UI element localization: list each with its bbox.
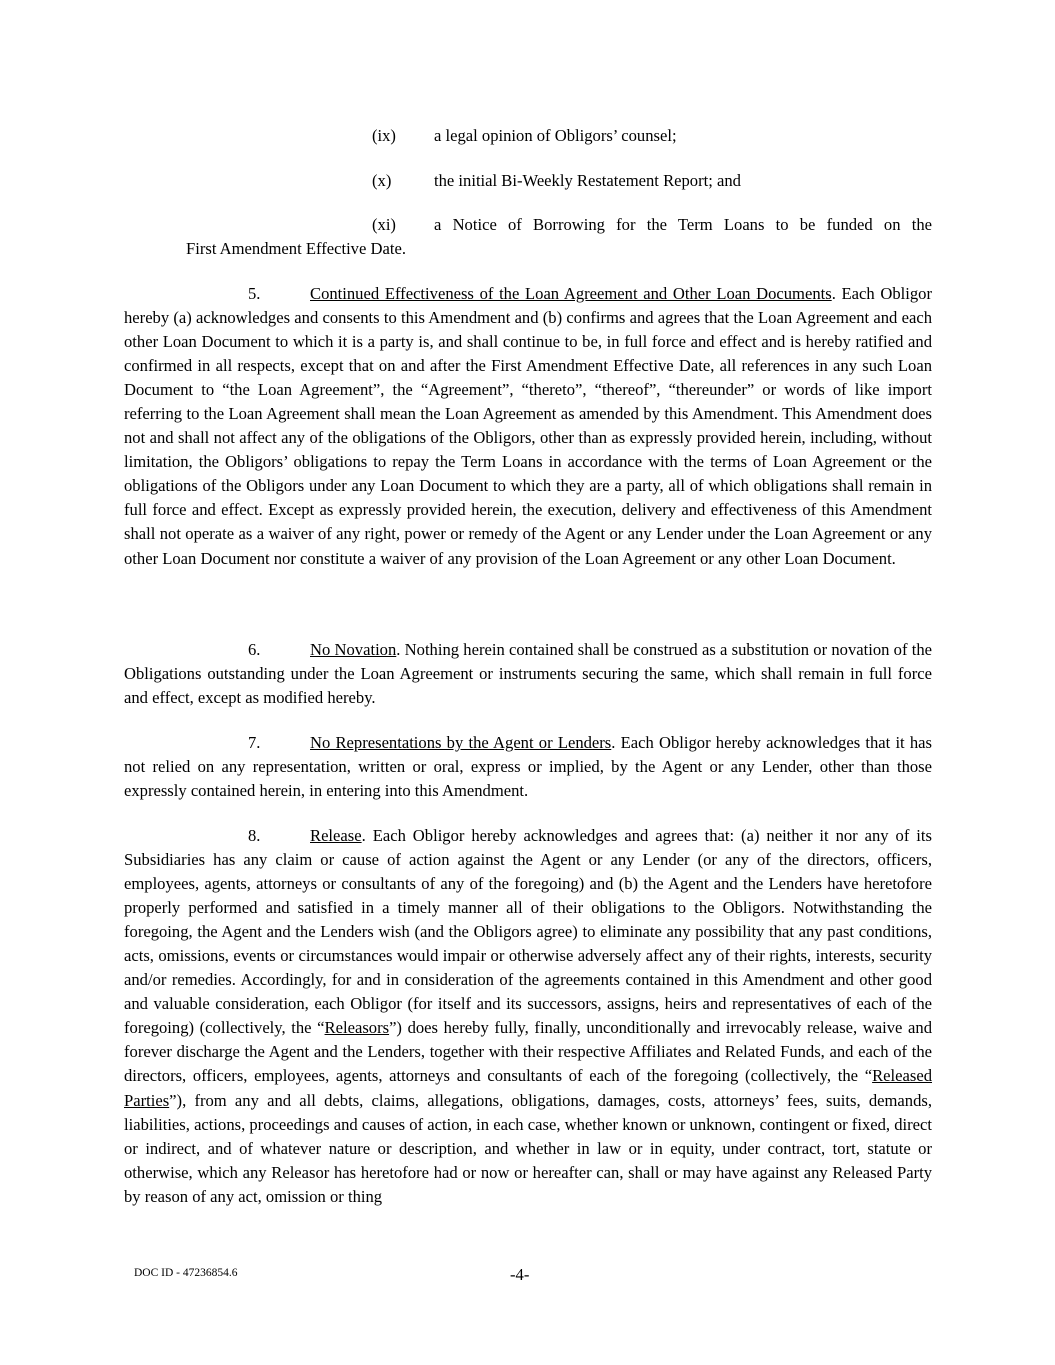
section-number: 6. bbox=[248, 640, 261, 659]
list-item-text: a legal opinion of Obligors’ counsel; bbox=[434, 126, 677, 145]
page-number: -4- bbox=[510, 1265, 530, 1284]
list-item-number: (xi) bbox=[372, 215, 396, 234]
section-number: 5. bbox=[248, 284, 261, 303]
defined-term-releasors: Releasors bbox=[324, 1018, 390, 1038]
section-heading: Continued Effectiveness of the Loan Agreement and Other Loan Documents bbox=[310, 284, 832, 303]
defined-term-released-parties: Released Parties bbox=[124, 1066, 932, 1110]
section-number: 7. bbox=[248, 733, 261, 752]
section-body: . Each Obligor hereby (a) acknowledges and consents to this Amendment and (b) confirms and agrees that the Loan Agreement and each other Loan Document to which it is a party is, and shall continue to be, in full force and effect and is hereby ratified and confirmed in all respects, except that on and after the First Amendment Effective Date, all references in any such Loan Document to “the Loan Agreement”, the “Agreement”, “thereto”, “thereof”, “thereunder” or words of like import referring to the Loan Agreement shall mean the Loan Agreement as amended by this Amendment. This Amendment does not and shall not affect any of the obligations of the Obligors, other than as expressly provided herein, including, without limitation, the Obligors’ obligations to repay the Term Loans in accordance with the terms of Loan Agreement or the obligations of the Obligors under any Loan Document to which they are a party, all of which obligations shall remain in full force and effect. Except as expressly provided herein, the execution, delivery and effectiveness of this Amendment shall not operate as a waiver of any right, power or remedy of the Agent or any Lender under the Loan Agreement or any other Loan Document nor constitute a waiver of any provision of the Loan Agreement or any other Loan Document. bbox=[124, 284, 932, 568]
list-item-x bbox=[372, 169, 932, 193]
doc-id: DOC ID - 47236854.6 bbox=[134, 1267, 238, 1279]
list-item-text: the initial Bi-Weekly Restatement Report; and bbox=[434, 171, 741, 190]
section-7 bbox=[124, 731, 932, 803]
section-body: . Nothing herein contained shall be construed as a substitution or novation of the Obligations outstanding under the Loan Agreement or instruments securing the same, which shall remain in full force and effect, except as modified hereby. bbox=[124, 640, 933, 708]
list-item-second-line: First Amendment Effective Date. bbox=[186, 239, 406, 258]
section-body-part-a: . Each Obligor hereby acknowledges and agrees that: (a) neither it nor any of its Subsidiaries has any claim or cause of action against the Agent or any Lender (or any of the directors, officers, employees, agents, attorneys or consultants of any of the foregoing) and (b) the Agent and the Lenders have heretofore properly performed and satisfied in a timely manner all of their obligations to the Obligors. Notwithstanding the foregoing, the Agent and the Lenders wish (and the Obligors agree) to eliminate any possibility that any past conditions, acts, omissions, events or circumstances would impair or otherwise adversely affect any of their rights, interests, security and/or remedies. Accordingly, for and in consideration of the agreements contained in this Amendment and other good and valuable consideration, each Obligor (for itself and its successors, assigns, heirs and representatives of each of the foregoing) (collectively, the “ bbox=[124, 826, 932, 1038]
section-heading: Release bbox=[310, 826, 362, 845]
section-number: 8. bbox=[248, 826, 261, 845]
list-item-number: (x) bbox=[372, 171, 392, 190]
list-item-xi bbox=[186, 213, 932, 261]
list-item-first-line bbox=[186, 213, 932, 237]
list-item-ix bbox=[372, 124, 932, 148]
section-body-part-b: ”) does hereby fully, finally, unconditionally and irrevocably release, waive and forever discharge the Agent and the Lenders, together with their respective Affiliates and Related Funds, and each of the directors, officers, employees, agents, attorneys and consultants of each of the foregoing (collectively, the “ bbox=[124, 1018, 932, 1086]
section-body: . Each Obligor hereby acknowledges that it has not relied on any representation, written or oral, express or implied, by the Agent or any Lender, other than those expressly contained herein, in entering into this Amendment. bbox=[124, 733, 932, 801]
list-item-text: a Notice of Borrowing for the Term Loans to be funded on the bbox=[434, 215, 932, 234]
list-item-number: (ix) bbox=[372, 126, 396, 145]
section-8 bbox=[124, 824, 932, 1209]
section-heading: No Novation bbox=[310, 640, 397, 659]
section-5 bbox=[124, 282, 932, 571]
section-heading: No Representations by the Agent or Lenders bbox=[310, 733, 612, 752]
section-6 bbox=[124, 638, 932, 710]
section-body-part-c: ”), from any and all debts, claims, allegations, obligations, damages, costs, attorneys’ fees, suits, demands, liabilities, actions, proceedings and causes of action, in each case, whether known or unknown, contingent or fixed, direct or indirect, and of whatever nature or description, and whether in law or in equity, under contract, tort, statute or otherwise, which any Releasor has heretofore had or now or hereafter can, shall or may have against any Released Party by reason of any act, omission or thing bbox=[124, 1090, 932, 1206]
